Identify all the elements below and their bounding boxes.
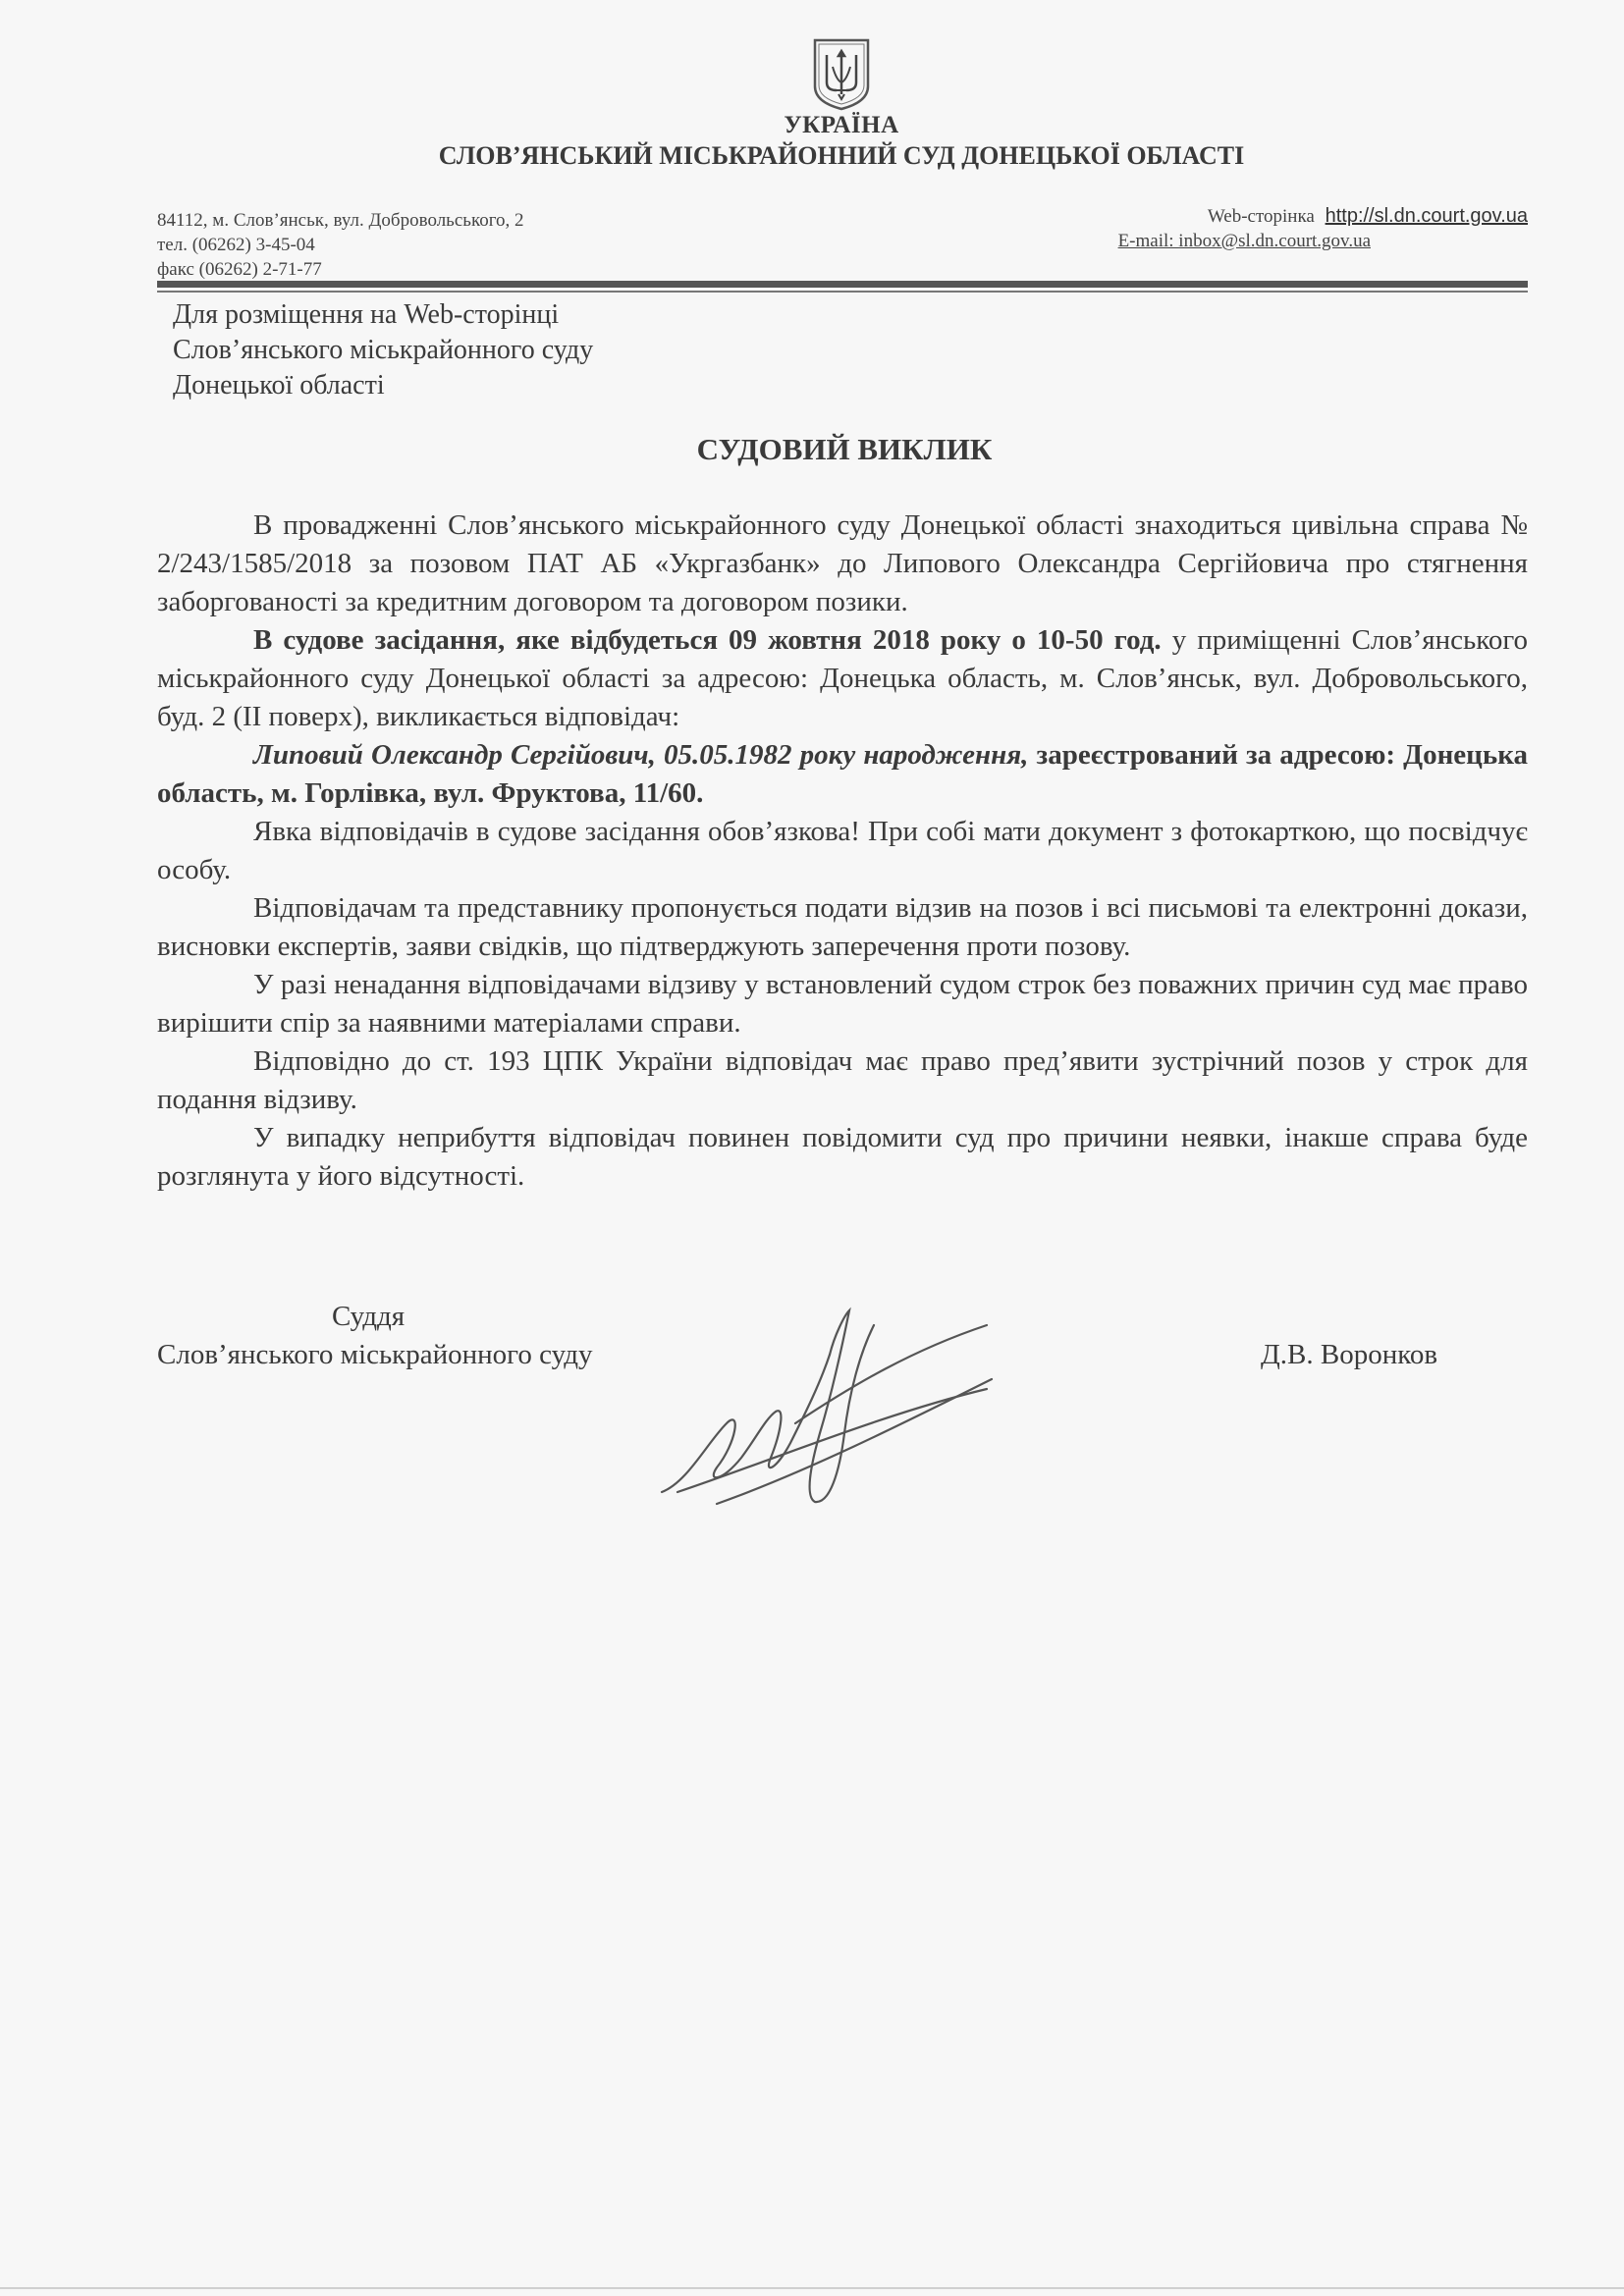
document-body bbox=[157, 507, 1528, 1196]
email-link[interactable]: E-mail: inbox@sl.dn.court.gov.ua bbox=[1117, 231, 1371, 251]
signer-court: Слов’янського міськрайонного суду bbox=[157, 1339, 593, 1370]
court-phone: тел. (06262) 3-45-04 bbox=[157, 235, 315, 255]
header-divider-thin bbox=[157, 291, 1528, 293]
paragraph-absence: У випадку неприбуття відповідач повинен повідомити суд про причини неявки, інакше справа буде розглянута у його відсутності. bbox=[157, 1122, 1528, 1192]
court-contacts bbox=[1118, 204, 1528, 253]
trident-coat-of-arms-icon bbox=[811, 37, 872, 112]
web-link[interactable]: http://sl.dn.court.gov.ua bbox=[1325, 205, 1528, 227]
page-bottom-edge bbox=[0, 2287, 1624, 2289]
paragraph-no-response: У разі ненадання відповідачами відзиву у встановлений судом строк без поважних причин суд має право вирішити спір за наявними матеріалами справи. bbox=[157, 969, 1528, 1039]
header-divider bbox=[157, 281, 1528, 288]
recipient-block bbox=[173, 297, 593, 403]
paragraph-attendance: Явка відповідачів в судове засідання обов’язкова! При собі мати документ з фотокарткою, що посвідчує особу. bbox=[157, 816, 1528, 885]
court-fax: факс (06262) 2-71-77 bbox=[157, 259, 322, 280]
court-name: СЛОВ’ЯНСЬКИЙ МІСЬКРАЙОННИЙ СУД ДОНЕЦЬКОЇ ОБЛАСТІ bbox=[438, 141, 1245, 170]
paragraph-response: Відповідачам та представнику пропонується подати відзив на позов і всі письмові та електронні докази, висновки експертів, заяви свідків, що підтверджують заперечення проти позову. bbox=[157, 892, 1528, 962]
recipient-line: Донецької області bbox=[173, 370, 385, 400]
recipient-line: Для розміщення на Web-сторінці bbox=[173, 299, 560, 330]
recipient-line: Слов’янського міськрайонного суду bbox=[173, 335, 594, 365]
document-title: СУДОВИЙ ВИКЛИК bbox=[696, 432, 993, 466]
paragraph-case: В провадженні Слов’янського міськрайонного суду Донецької області знаходиться цивільна справа № 2/243/1585/2018 за позовом ПАТ АБ «Укргазбанк» до Липового Олександра Сергійовича про стягнення заборгованості за кредитним договором та договором позики. bbox=[157, 509, 1528, 617]
web-label: Web-сторінка bbox=[1207, 206, 1315, 227]
country-title: УКРАЇНА bbox=[784, 112, 899, 138]
hearing-location-text: у приміщенні Слов’янського міськрайонного суду Донецької області за адресою: Донецька область, м. Слов’янськ, вул. Добровольського, буд. 2 (ІІ поверх), викликається відповідач: bbox=[157, 624, 1528, 732]
court-address-block bbox=[157, 208, 524, 282]
hearing-date-text: В судове засідання, яке відбудеться 09 жовтня 2018 року о 10-50 год. bbox=[253, 624, 1162, 656]
paragraph-counterclaim: Відповідно до ст. 193 ЦПК України відповідач має право пред’явити зустрічний позов у строк для подання відзиву. bbox=[157, 1045, 1528, 1115]
handwritten-signature-icon bbox=[648, 1296, 1001, 1512]
defendant-name-text: Липовий Олександр Сергійович, 05.05.1982 року народження, bbox=[253, 739, 1029, 771]
signer-name: Д.В. Воронков bbox=[1261, 1339, 1438, 1370]
paragraph-hearing bbox=[157, 621, 1528, 736]
court-address: 84112, м. Слов’янськ, вул. Добровольського, 2 bbox=[157, 210, 524, 231]
signer-title: Суддя bbox=[332, 1301, 406, 1332]
paragraph-defendant bbox=[157, 736, 1528, 813]
defendant-address-text: зареєстрований за адресою: Донецька область, м. Горлівка, вул. Фруктова, 11/60. bbox=[157, 739, 1528, 809]
